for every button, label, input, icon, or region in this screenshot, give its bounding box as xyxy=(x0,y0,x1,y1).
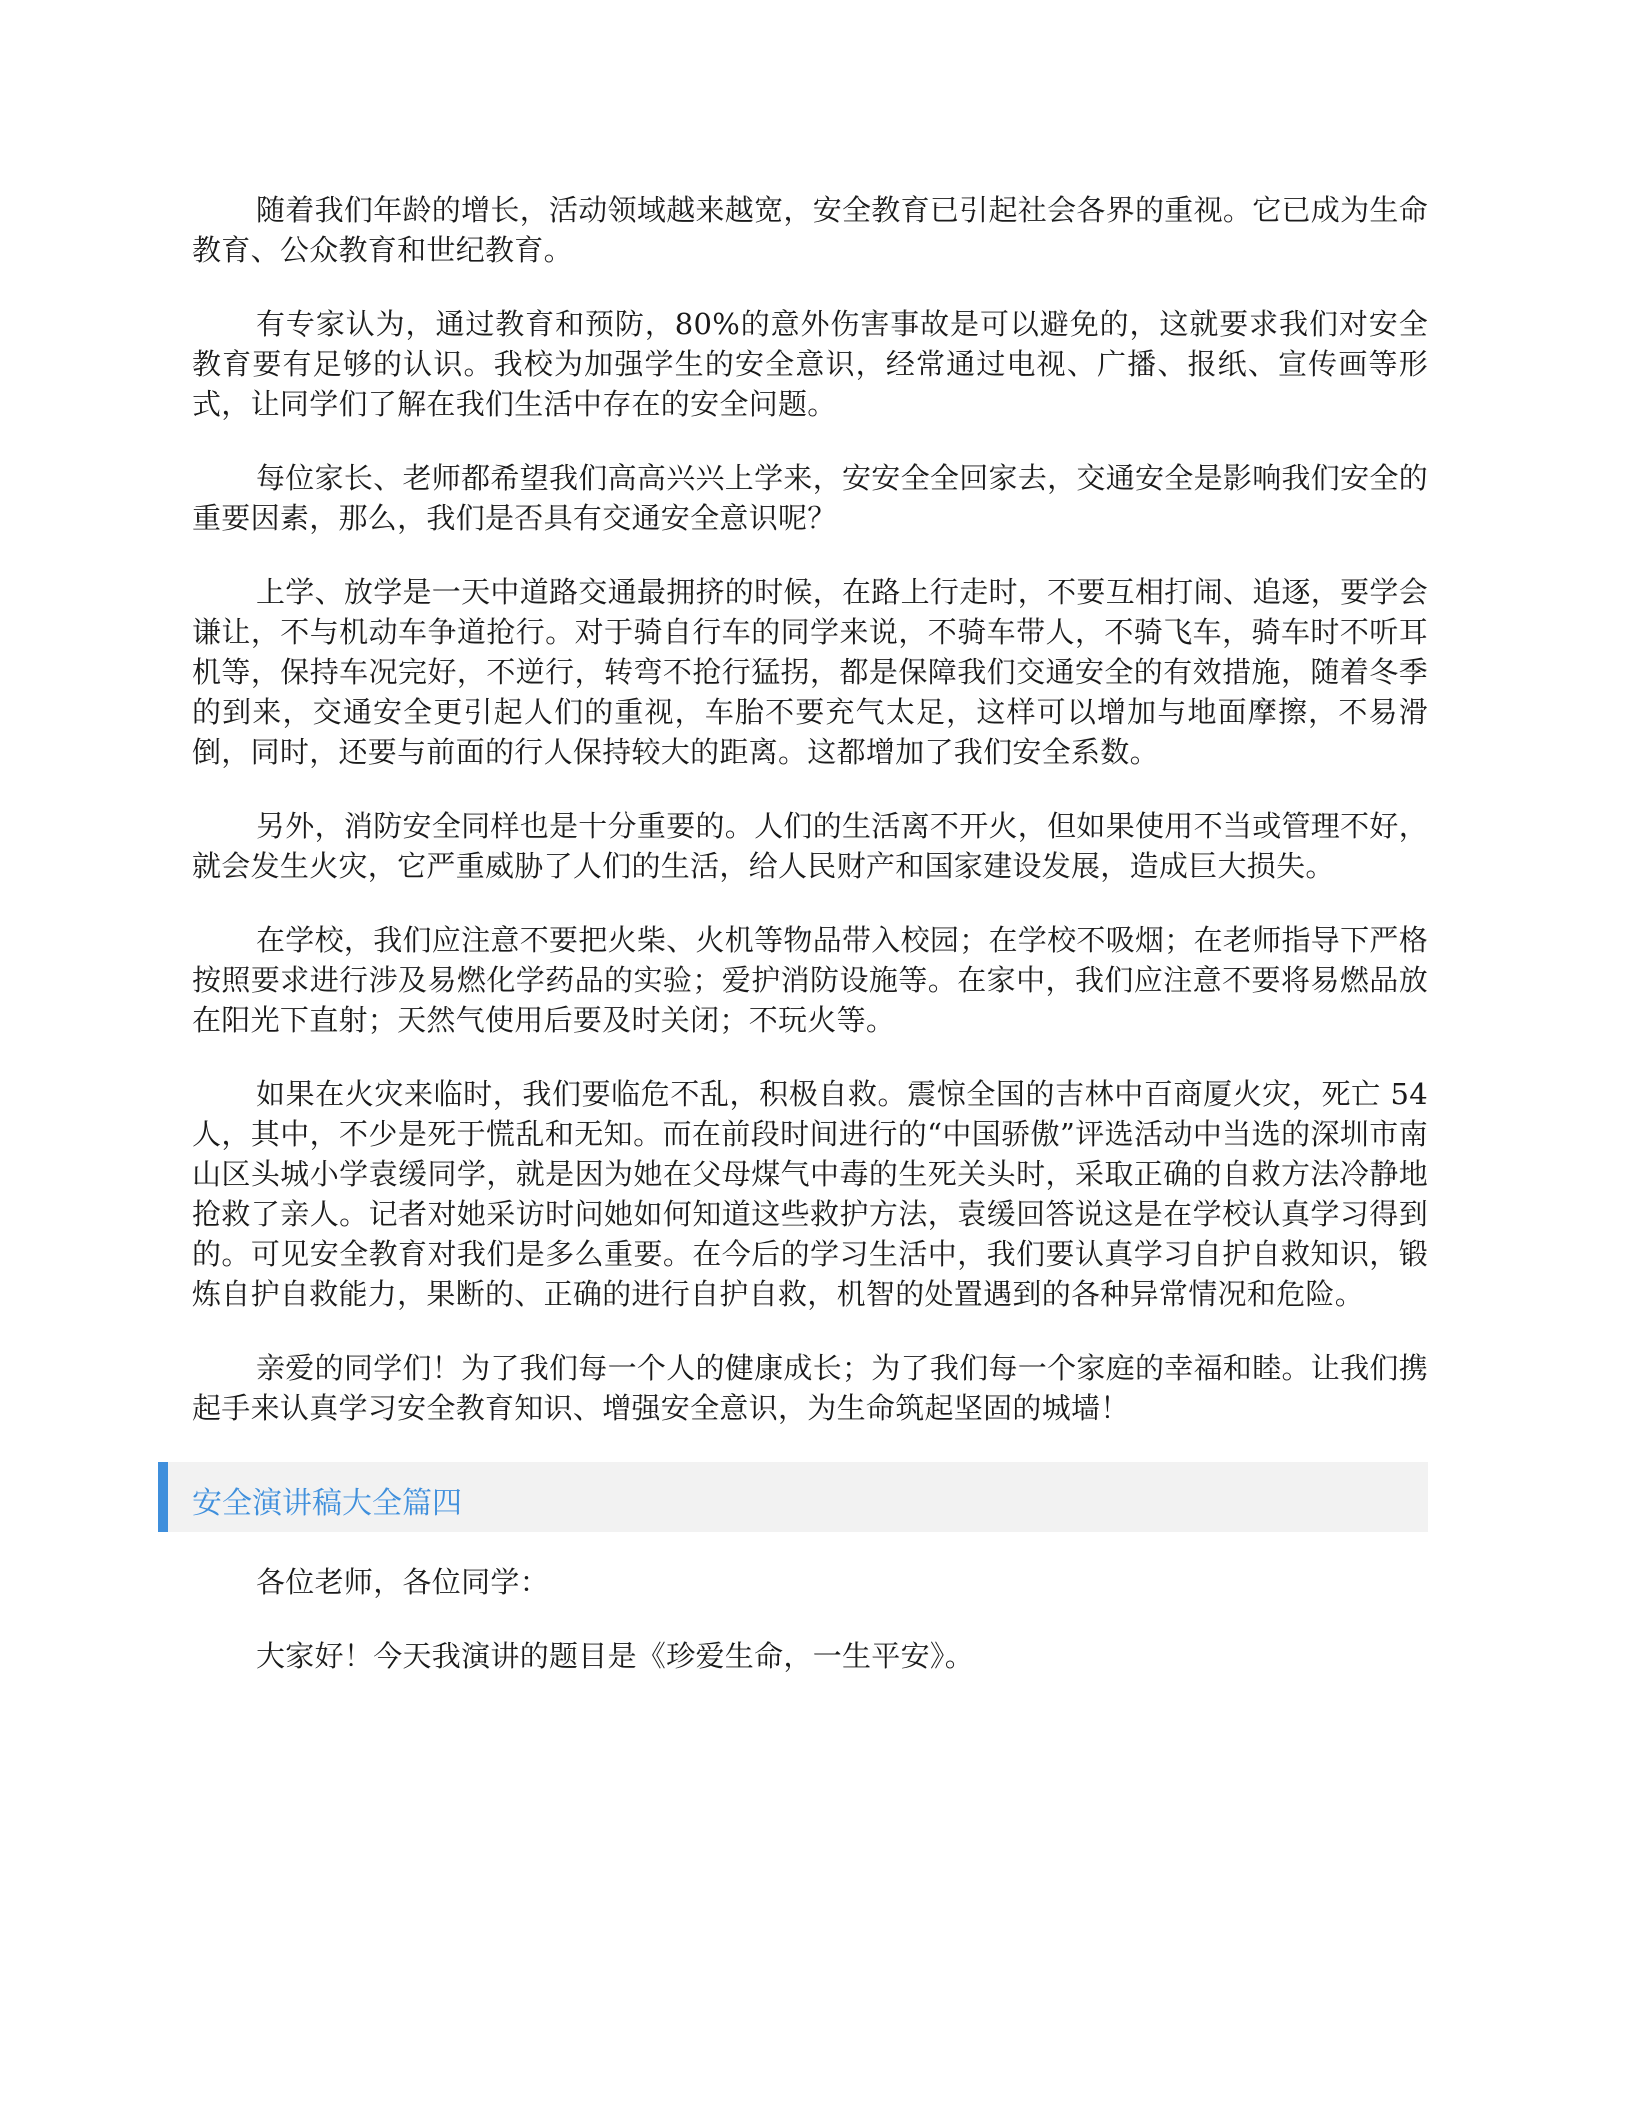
section-heading xyxy=(158,1462,1428,1532)
paragraph: 各位老师，各位同学： xyxy=(256,1565,550,1599)
paragraph: 如果在火灾来临时，我们要临危不乱，积极自救。震惊全国的吉林中百商厦火灾，死亡 54 人，其中，不少是死于慌乱和无知。而在前段时间进行的“中国骄傲”评选活动中当选的深圳市南山区头城小学袁缓同学，就是因为她在父母煤气中毒的生死关头时，采取正确的自救方法冷静地抢救了亲人。记者对她采访时问她如何知道这些救护方法，袁缓回答说这是在学校认真学习得到的。可见安全教育对我们是多么重要。在今后的学习生活中，我们要认真学习自护自救知识，锻炼自护自救能力，果断的、正确的进行自护自救，机智的处置遇到的各种异常情况和危险。 xyxy=(192,1077,1428,1311)
paragraph: 有专家认为，通过教育和预防，80%的意外伤害事故是可以避免的，这就要求我们对安全教育要有足够的认识。我校为加强学生的安全意识，经常通过电视、广播、报纸、宣传画等形式，让同学们了解在我们生活中存在的安全问题。 xyxy=(192,307,1428,421)
paragraph: 随着我们年龄的增长，活动领域越来越宽，安全教育已引起社会各界的重视。它已成为生命教育、公众教育和世纪教育。 xyxy=(192,193,1429,267)
document-page xyxy=(192,190,1428,1710)
section-accent-bar xyxy=(158,1462,168,1532)
paragraph: 在学校，我们应注意不要把火柴、火机等物品带入校园；在学校不吸烟；在老师指导下严格按照要求进行涉及易燃化学药品的实验；爱护消防设施等。在家中，我们应注意不要将易燃品放在阳光下直射；天然气使用后要及时关闭；不玩火等。 xyxy=(192,923,1429,1037)
paragraph: 每位家长、老师都希望我们高高兴兴上学来，安安全全回家去，交通安全是影响我们安全的重要因素，那么，我们是否具有交通安全意识呢？ xyxy=(192,461,1429,535)
paragraph: 上学、放学是一天中道路交通最拥挤的时候，在路上行走时，不要互相打闹、追逐，要学会谦让，不与机动车争道抢行。对于骑自行车的同学来说，不骑车带人，不骑飞车，骑车时不听耳机等，保持车况完好，不逆行，转弯不抢行猛拐，都是保障我们交通安全的有效措施，随着冬季的到来，交通安全更引起人们的重视，车胎不要充气太足，这样可以增加与地面摩擦，不易滑倒，同时，还要与前面的行人保持较大的距离。这都增加了我们安全系数。 xyxy=(192,575,1429,769)
paragraph: 另外，消防安全同样也是十分重要的。人们的生活离不开火，但如果使用不当或管理不好，就会发生火灾，它严重威胁了人们的生活，给人民财产和国家建设发展，造成巨大损失。 xyxy=(192,809,1429,883)
paragraph: 亲爱的同学们！为了我们每一个人的健康成长；为了我们每一个家庭的幸福和睦。让我们携起手来认真学习安全教育知识、增强安全意识，为生命筑起坚固的城墙！ xyxy=(192,1351,1429,1425)
section-title: 安全演讲稿大全篇四 xyxy=(192,1486,462,1521)
paragraph: 大家好！今天我演讲的题目是《珍爱生命，一生平安》。 xyxy=(256,1639,975,1673)
